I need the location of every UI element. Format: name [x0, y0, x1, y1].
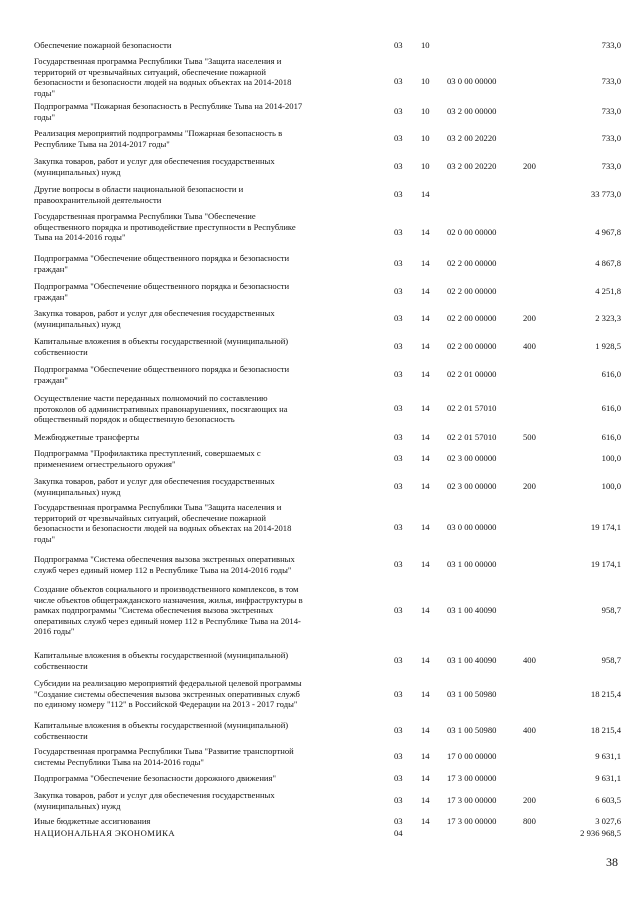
subsection-code: 10 — [421, 106, 430, 116]
section-code: 03 — [394, 40, 403, 50]
row-name: Подпрограмма "Обеспечение общественного порядка и безопасности граждан" — [34, 364, 290, 385]
subsection-code: 14 — [421, 481, 430, 491]
amount: 616,0 — [601, 403, 621, 413]
subsection-code: 10 — [421, 133, 430, 143]
row-name: Обеспечение пожарной безопасности — [34, 40, 172, 50]
target-article-code: 03 1 00 00000 — [447, 559, 497, 569]
amount: 19 174,1 — [590, 559, 621, 569]
subsection-code: 10 — [421, 40, 430, 50]
target-article-code: 02 0 00 00000 — [447, 227, 497, 237]
row-name: Капитальные вложения в объекты государственной (муниципальной) собственности — [34, 650, 289, 671]
subsection-code: 14 — [421, 432, 430, 442]
amount: 958,7 — [601, 655, 621, 665]
section-code: 03 — [394, 605, 403, 615]
subsection-code: 14 — [421, 369, 430, 379]
subsection-code: 14 — [421, 559, 430, 569]
subsection-code: 10 — [421, 76, 430, 86]
amount: 733,0 — [601, 161, 621, 171]
row-name: Государственная программа Республики Тыва "Защита населения и территорий от чрезвычайных ситуаций, обеспечение пожарной безопасности и безопасности людей на водных объектах на 2014-2018 годы" — [34, 502, 292, 544]
row-name: Закупка товаров, работ и услуг для обеспечения государственных (муниципальных) нужд — [34, 308, 275, 329]
amount: 9 631,1 — [595, 751, 621, 761]
target-article-code: 03 1 00 50980 — [447, 689, 497, 699]
section-code: 03 — [394, 227, 403, 237]
section-code: 03 — [394, 481, 403, 491]
subsection-code: 14 — [421, 227, 430, 237]
target-article-code: 17 0 00 00000 — [447, 751, 497, 761]
subsection-code: 14 — [421, 689, 430, 699]
subsection-code: 14 — [421, 795, 430, 805]
subsection-code: 10 — [421, 161, 430, 171]
target-article-code: 03 1 00 40090 — [447, 655, 497, 665]
target-article-code: 03 1 00 50980 — [447, 725, 497, 735]
amount: 733,0 — [601, 76, 621, 86]
expense-type-code: 400 — [523, 725, 536, 735]
amount: 100,0 — [601, 481, 621, 491]
section-code: 03 — [394, 161, 403, 171]
section-code: 03 — [394, 341, 403, 351]
amount: 19 174,1 — [590, 522, 621, 532]
target-article-code: 03 2 00 00000 — [447, 106, 497, 116]
section-code: 03 — [394, 313, 403, 323]
amount: 4 251,8 — [595, 286, 621, 296]
subsection-code: 14 — [421, 522, 430, 532]
subsection-code: 14 — [421, 725, 430, 735]
section-code: 03 — [394, 453, 403, 463]
target-article-code: 17 3 00 00000 — [447, 816, 497, 826]
row-name: Подпрограмма "Профилактика преступлений, совершаемых с применением огнестрельного оружия" — [34, 448, 261, 469]
subsection-code: 14 — [421, 655, 430, 665]
row-name: Иные бюджетные ассигнования — [34, 816, 151, 826]
target-article-code: 02 2 00 00000 — [447, 258, 497, 268]
section-code: 04 — [394, 828, 403, 838]
amount: 2 936 968,5 — [580, 828, 621, 838]
amount: 100,0 — [601, 453, 621, 463]
row-name: Создание объектов социального и производственного комплексов, в том числе объектов общегражданского назначения, жилья, инфраструктуры в рамках подпрограммы "Система обеспечения вызова экстренных оперативных служб через единый номер 112 в Республике Тыва на 2014- 2016 годы" — [34, 584, 303, 637]
row-name: Государственная программа Республики Тыва "Обеспечение общественного порядка и противодействие преступности в Республике Тыва на 2014-2016 годы" — [34, 211, 296, 243]
section-code: 03 — [394, 522, 403, 532]
target-article-code: 02 2 01 57010 — [447, 403, 497, 413]
row-name: Осуществление части переданных полномочий по составлению протоколов об административных правонарушениях, посягающих на общественный порядок и общественную безопасность — [34, 393, 288, 425]
target-article-code: 02 2 00 00000 — [447, 341, 497, 351]
expense-type-code: 500 — [523, 432, 536, 442]
target-article-code: 02 2 01 00000 — [447, 369, 497, 379]
target-article-code: 03 2 00 20220 — [447, 133, 497, 143]
row-name: Субсидии на реализацию мероприятий федеральной целевой программы "Создание системы обеспечения вызова экстренных оперативных служб по единому номеру "112" в Российской Федерации на 2013 - 2017 годы" — [34, 678, 302, 710]
section-code: 03 — [394, 725, 403, 735]
section-code: 03 — [394, 106, 403, 116]
amount: 616,0 — [601, 432, 621, 442]
subsection-code: 14 — [421, 313, 430, 323]
row-name: Подпрограмма "Система обеспечения вызова экстренных оперативных служб через единый номер 112 в Республике Тыва на 2014-2016 годы" — [34, 554, 295, 575]
subsection-code: 14 — [421, 403, 430, 413]
amount: 616,0 — [601, 369, 621, 379]
amount: 958,7 — [601, 605, 621, 615]
subsection-code: 14 — [421, 773, 430, 783]
expense-type-code: 200 — [523, 161, 536, 171]
row-name: Межбюджетные трансферты — [34, 432, 140, 442]
target-article-code: 17 3 00 00000 — [447, 795, 497, 805]
subsection-code: 14 — [421, 453, 430, 463]
target-article-code: 03 1 00 40090 — [447, 605, 497, 615]
section-code: 03 — [394, 432, 403, 442]
subsection-code: 14 — [421, 816, 430, 826]
section-code: 03 — [394, 76, 403, 86]
subsection-code: 14 — [421, 605, 430, 615]
row-name: Подпрограмма "Обеспечение общественного порядка и безопасности граждан" — [34, 253, 290, 274]
row-name: Закупка товаров, работ и услуг для обеспечения государственных (муниципальных) нужд — [34, 790, 275, 811]
target-article-code: 03 2 00 20220 — [447, 161, 497, 171]
amount: 18 215,4 — [590, 725, 621, 735]
section-code: 03 — [394, 773, 403, 783]
target-article-code: 02 2 01 57010 — [447, 432, 497, 442]
amount: 18 215,4 — [590, 689, 621, 699]
expense-type-code: 800 — [523, 816, 536, 826]
row-name: Подпрограмма "Пожарная безопасность в Республике Тыва на 2014-2017 годы" — [34, 101, 303, 122]
subsection-code: 14 — [421, 258, 430, 268]
row-name: Подпрограмма "Обеспечение общественного порядка и безопасности граждан" — [34, 281, 290, 302]
amount: 9 631,1 — [595, 773, 621, 783]
subsection-code: 14 — [421, 341, 430, 351]
expense-type-code: 200 — [523, 795, 536, 805]
expense-type-code: 400 — [523, 341, 536, 351]
section-code: 03 — [394, 751, 403, 761]
target-article-code: 03 0 00 00000 — [447, 76, 497, 86]
amount: 33 773,0 — [590, 189, 621, 199]
amount: 733,0 — [601, 40, 621, 50]
row-name: Другие вопросы в области национальной безопасности и правоохранительной деятельности — [34, 184, 244, 205]
row-name: Реализация мероприятий подпрограммы "Пожарная безопасность в Республике Тыва на 2014-2017 годы" — [34, 128, 283, 149]
amount: 733,0 — [601, 133, 621, 143]
target-article-code: 02 2 00 00000 — [447, 286, 497, 296]
section-code: 03 — [394, 403, 403, 413]
section-code: 03 — [394, 816, 403, 826]
section-code: 03 — [394, 258, 403, 268]
amount: 733,0 — [601, 106, 621, 116]
amount: 4 867,8 — [595, 258, 621, 268]
row-name: Государственная программа Республики Тыва "Развитие транспортной системы Республики Тыва на 2014-2016 годы" — [34, 746, 294, 767]
amount: 1 928,5 — [595, 341, 621, 351]
expense-type-code: 200 — [523, 313, 536, 323]
target-article-code: 03 0 00 00000 — [447, 522, 497, 532]
row-name: НАЦИОНАЛЬНАЯ ЭКОНОМИКА — [34, 828, 176, 838]
amount: 6 603,5 — [595, 795, 621, 805]
target-article-code: 02 2 00 00000 — [447, 313, 497, 323]
row-name: Закупка товаров, работ и услуг для обеспечения государственных (муниципальных) нужд — [34, 476, 275, 497]
amount: 2 323,3 — [595, 313, 621, 323]
target-article-code: 02 3 00 00000 — [447, 481, 497, 491]
section-code: 03 — [394, 559, 403, 569]
page-number: 38 — [606, 855, 618, 869]
target-article-code: 17 3 00 00000 — [447, 773, 497, 783]
row-name: Подпрограмма "Обеспечение безопасности дорожного движения" — [34, 773, 276, 783]
expense-type-code: 400 — [523, 655, 536, 665]
target-article-code: 02 3 00 00000 — [447, 453, 497, 463]
subsection-code: 14 — [421, 751, 430, 761]
section-code: 03 — [394, 189, 403, 199]
expense-type-code: 200 — [523, 481, 536, 491]
row-name: Капитальные вложения в объекты государственной (муниципальной) собственности — [34, 336, 289, 357]
subsection-code: 14 — [421, 189, 430, 199]
section-code: 03 — [394, 133, 403, 143]
section-code: 03 — [394, 795, 403, 805]
section-code: 03 — [394, 655, 403, 665]
row-name: Государственная программа Республики Тыва "Защита населения и территорий от чрезвычайных ситуаций, обеспечение пожарной безопасности и безопасности людей на водных объектах на 2014-2018 годы" — [34, 56, 292, 98]
section-code: 03 — [394, 369, 403, 379]
amount: 3 027,6 — [595, 816, 621, 826]
section-code: 03 — [394, 286, 403, 296]
subsection-code: 14 — [421, 286, 430, 296]
row-name: Закупка товаров, работ и услуг для обеспечения государственных (муниципальных) нужд — [34, 156, 275, 177]
amount: 4 967,8 — [595, 227, 621, 237]
section-code: 03 — [394, 689, 403, 699]
row-name: Капитальные вложения в объекты государственной (муниципальной) собственности — [34, 720, 289, 741]
